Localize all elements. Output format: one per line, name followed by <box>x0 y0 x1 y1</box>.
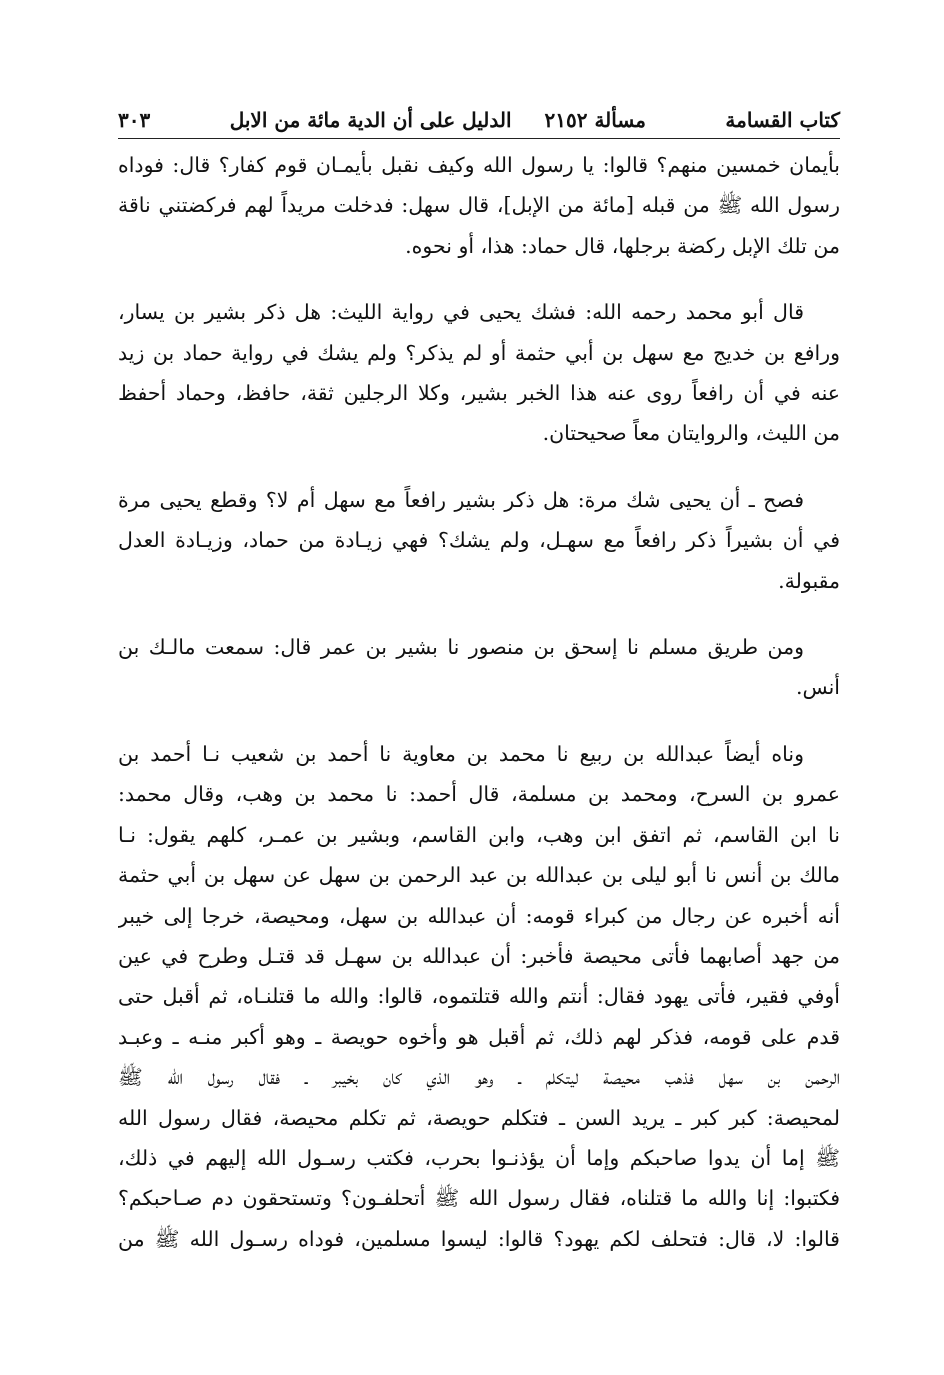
text-line: أنه أخبره عن رجال من كبراء قومه: أن عبدالله بن سهل، ومحيصة، خرجا إلى خيبر <box>118 903 840 928</box>
text-line: ومن طريق مسلم نا إسحق بن منصور نا بشير بن عمر قال: سمعت مالـك بن <box>118 635 804 660</box>
document-page <box>118 88 840 1288</box>
page-number: ٣٠٣ <box>118 108 151 132</box>
text-line: قال أبو محمد رحمه الله: فشك يحيى في رواية الليث: هل ذكر بشير بن يسار، <box>118 300 804 325</box>
text-line: من جهد أصابهما فأتى محيصة فأخبر: أن عبدالله بن سهـل قد قتـل وطرح في عين <box>118 943 840 968</box>
paragraph <box>118 480 840 601</box>
text-line: ورافع بن خديج مع سهل بن أبي حثمة أو لم يذكر؟ ولم يشك في رواية حماد بن زيد <box>118 340 840 365</box>
text-line: أوفي فقير، فأتى يهود فقال: أنتم والله قتلتموه، قالوا: والله ما قتلنـاه، ثم أقبل حتى <box>118 984 840 1009</box>
text-line: نا ابن القاسم، ثم اتفق ابن وهب، وابن القاسم، وبشير بن عمـر، كلهم يقول: نـا <box>118 822 840 847</box>
header-rule <box>118 138 840 139</box>
text-line: في أن بشيراً ذكر رافعاً مع سهـل، ولم يشك؟ فهي زيـادة من حماد، وزيـادة العدل <box>118 528 840 553</box>
text-line: قدم على قومه، فذكر لهم ذلك، ثم أقبل هو وأخوه حويصة ـ وهو أكبر منـه ـ وعبـد <box>118 1024 840 1049</box>
text-line: الرحمن بن سهل فذهب محيصة ليتكلم ـ وهو الذي كان بخيبر ـ فقال رسول الله ﷺ <box>118 1065 840 1090</box>
text-line: أنس. <box>795 675 840 700</box>
issue-number: مسألة ٢١٥٢ <box>544 108 646 132</box>
text-line: رسول الله ﷺ من قبله [مائة من الإبل]، قال سهل: فدخلت مريداً لهم فركضتني ناقة <box>118 193 840 218</box>
text-line: لمحيصة: كبر كبر ـ يريد السن ـ فتكلم حويصة، ثم تكلم محيصة، فقال رسول الله <box>118 1105 840 1130</box>
text-line: من تلك الإبل ركضة برجلها، قال حماد: هذا، أو نحوه. <box>405 233 840 258</box>
issue-heading <box>150 108 725 132</box>
text-line: قالوا: لا، قال: فتحلف لكم يهود؟ قالوا: ليسوا مسلمين، فوداه رسـول الله ﷺ من <box>118 1226 840 1251</box>
text-line: بأيمان خمسين منهم؟ قالوا: يا رسول الله وكيف نقبل بأيمـان قوم كفار؟ قال: فوداه <box>118 153 840 177</box>
paragraph <box>118 627 840 708</box>
text-line: وناه أيضاً عبدالله بن ربيع نا محمد بن معاوية نا أحمد بن شعيب نـا أحمد بن <box>118 741 804 766</box>
text-line: ﷺ إما أن يدوا صاحبكم وإما أن يؤذنـوا بحرب، فكتب رسـول الله إليهم في ذلك، <box>118 1145 840 1170</box>
text-line: من الليث، والروايتان معاً صحيحتان. <box>542 421 840 446</box>
text-line: مالك بن أنس نا أبو ليلى بن عبدالله بن عبد الرحمن بن سهل عن سهل بن أبي حثمة <box>118 863 840 888</box>
text-line: فكتبوا: إنا والله ما قتلناه، فقال رسول الله ﷺ أتحلفـون؟ وتستحقون دم صـاحبكم؟ <box>118 1186 840 1211</box>
paragraph <box>118 734 840 1259</box>
book-title: كتاب القسامة <box>725 108 840 132</box>
paragraph <box>118 145 840 266</box>
paragraph <box>118 292 840 454</box>
body-text <box>118 145 840 1259</box>
text-line: مقبولة. <box>778 568 840 593</box>
running-header <box>118 88 840 138</box>
text-line: عنه في أن رافعاً روى عنه هذا الخبر بشير، وكلا الرجلين ثقة، حافظ، وحماد أحفظ <box>118 381 840 406</box>
issue-title: الدليل على أن الدية مائة من الابل <box>229 108 512 132</box>
text-line: فصح ـ أن يحيى شك مرة: هل ذكر بشير رافعاً مع سهل أم لا؟ وقطع يحيى مرة <box>118 487 804 512</box>
text-line: عمرو بن السرح، ومحمد بن مسلمة، قال أحمد: نا محمد بن وهب، وقال محمد: <box>118 782 840 807</box>
